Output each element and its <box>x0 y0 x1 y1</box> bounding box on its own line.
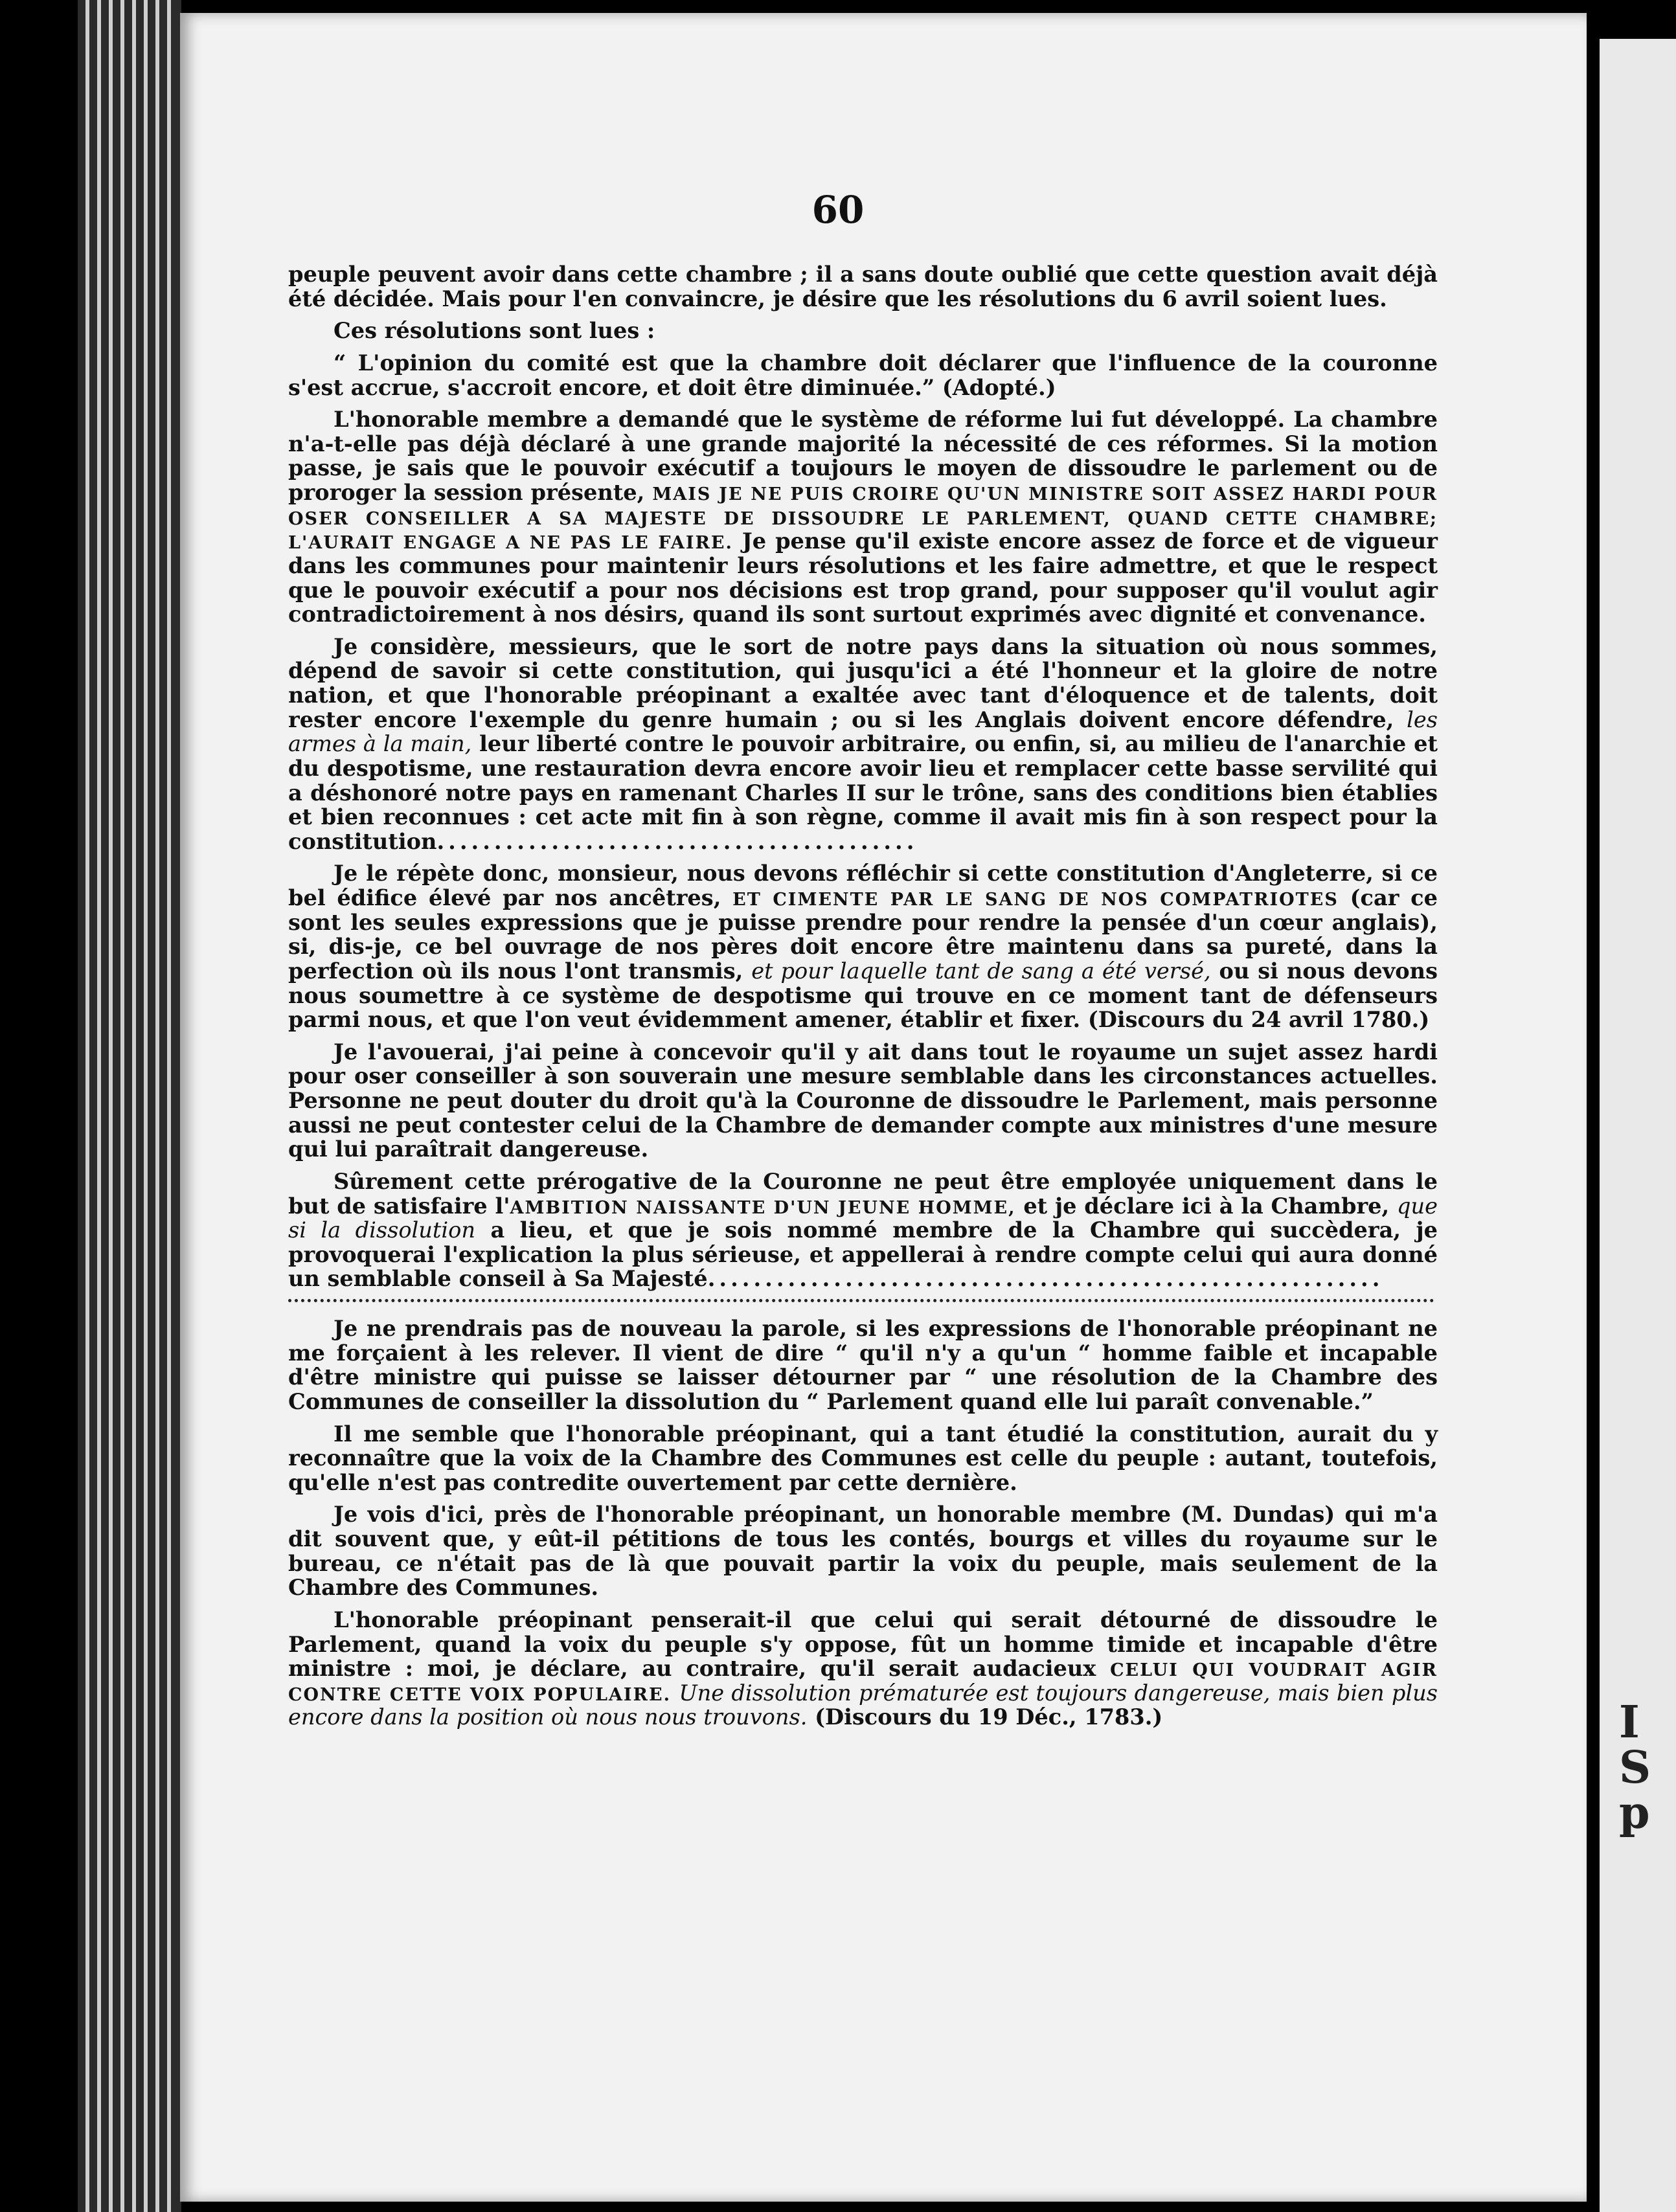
adjacent-page-fragment: I S p <box>1600 39 1676 2212</box>
paragraph <box>288 1422 1438 1495</box>
quoted-resolution <box>288 351 1438 400</box>
text-run: a lieu, et que je sois nommé membre de la Chambre qui succèdera, je provoquerai l'explication la plus sérieuse, et appellerai à rendre compte celui qui aura donné un semblable conseil à Sa Majesté <box>288 1217 1438 1292</box>
text-run: Je considère, messieurs, que le sort de notre pays dans la situation où nous sommes, dépend de savoir si cette constitution, qui jusqu'ici a été l'honneur et la gloire de notre nation, et que l'honorable préopinant a exaltée avec tant d'éloquence et de talents, doit rester encore l'exemple du genre humain ; ou si les Anglais doivent encore défendre, <box>288 633 1438 732</box>
paragraph <box>288 1040 1438 1162</box>
text-run: Il me semble que l'honorable préopinant, qui a tant étudié la constitution, aurait du y reconnaître que la voix de la Chambre des Communes est celle du peuple : autant, toutefois, qu'elle n'est pas contredite ouvertement par cette dernière. <box>288 1420 1438 1495</box>
leader-dots: ........................................................... <box>707 1265 1384 1292</box>
page-number: 60 <box>811 188 865 232</box>
paragraph <box>288 1502 1438 1600</box>
small-caps-text: AMBITION NAISSANTE D'UN JEUNE HOMME, <box>510 1197 1016 1218</box>
small-caps-text: MAIS JE NE PUIS CROIRE QU'UN MINISTRE SOIT ASSEZ HARDI POUR OSER CONSEILLER A SA MAJESTE DE DISSOUDRE LE PARLEMENT, QUAND CETTE CHAMBRE; L'AURAIT ENGAGE A NE PAS LE FAIRE. <box>288 484 1438 554</box>
paragraph <box>288 635 1438 854</box>
italic-text: Une dissolution prématurée est toujours dangereuse, mais bien plus encore dans la position où nous nous trouvons. <box>288 1680 1438 1730</box>
italic-text: et pour laquelle tant de sang a été versé, <box>751 958 1211 984</box>
paragraph <box>288 1169 1438 1291</box>
text-run: et je déclare ici à la Chambre, <box>1015 1192 1397 1219</box>
text-run: Je le répète donc, monsieur, nous devons réfléchir si cette constitution d'Angleterre, si ce bel édifice élevé par nos ancêtres, <box>288 860 1438 910</box>
paragraph <box>288 407 1438 627</box>
text-run: Je pense qu'il existe encore assez de force et de vigueur dans les communes pour maintenir leurs résolutions et les faire admettre, et que le respect que le pouvoir exécutif a pour nos décisions est trop grand, pour supposer qu'il voulut agir contradictoirement à nos désirs, quand ils sont surtout exprimés avec dignité et convenance. <box>288 528 1438 627</box>
text-run: Sûrement cette prérogative de la Couronne ne peut être employée uniquement dans le but de satisfaire l' <box>288 1168 1438 1219</box>
text-run: “ L'opinion du comité est que la chambre doit déclarer que l'influence de la couronne s'est accrue, s'accroit encore, et doit être diminuée.” (Adopté.) <box>288 349 1438 400</box>
text-run: Je ne prendrais pas de nouveau la parole, si les expressions de l'honorable préopinant ne me forçaient à les relever. Il vient de dire “ qu'il n'y a qu'un “ homme faible et incapable d'être ministre qui puisse se laisser détourner par “ une résolution de la Chambre des Communes de conseiller la dissolution du “ Parlement quand elle lui paraît convenable.” <box>288 1315 1438 1414</box>
text-run: Ces résolutions sont lues : <box>334 317 655 344</box>
text-run: (Discours du 19 Déc., 1783.) <box>807 1704 1163 1730</box>
text-run: (car ce sont les seules expressions que je puisse prendre pour rendre la pensée d'un cœur anglais), si, dis-je, ce bel ouvrage de nos pères doit encore être maintenu dans sa pureté, dans la perfection où ils nous l'ont transmis, <box>288 885 1438 984</box>
paragraph <box>288 319 1438 343</box>
text-run: ou si nous devons nous soumettre à ce système de despotisme qui trouve en ce moment tant de défenseurs parmi nous, et que l'on veut évidemment amener, établir et fixer. (Discours du 24 avril 1780.) <box>288 957 1438 1033</box>
italic-text: les armes à la main, <box>288 706 1438 757</box>
paragraph <box>288 1608 1438 1730</box>
text-run <box>671 1680 679 1706</box>
text-run: leur liberté contre le pouvoir arbitraire, ou enfin, si, au milieu de l'anarchie et du despotisme, une restauration devra encore avoir lieu et remplacer cette basse servilité qui a déshonoré notre pays en ramenant Charles II sur le trône, sans des conditions bien établies et bien reconnues : cet acte mit fin à son règne, comme il avait mis fin à son respect pour la constitution <box>288 730 1438 854</box>
italic-text: que si la dissolution <box>288 1193 1438 1243</box>
text-run: L'honorable préopinant penserait-il que celui qui serait détourné de dissoudre le Parlement, quand la voix du peuple s'y oppose, fût un homme timide et incapable d'être ministre : moi, je déclare, au contraire, qu'il serait audacieux <box>288 1606 1438 1682</box>
small-caps-text: CELUI QUI VOUDRAIT AGIR CONTRE CETTE VOIX POPULAIRE. <box>288 1660 1438 1705</box>
text-run: Je l'avouerai, j'ai peine à concevoir qu'il y ait dans tout le royaume un sujet assez hardi pour oser conseiller à son souverain une mesure semblable dans les circonstances actuelles. Personne ne peut douter du droit qu'à la Couronne de dissoudre le Parlement, mais personne aussi ne peut contester celui de la Chambre de demander compte aux ministres d'une mesure qui lui paraîtrait dangereuse. <box>288 1038 1438 1162</box>
dotted-separator <box>288 1299 1434 1302</box>
book-page-edges <box>78 0 181 2212</box>
text-run: Je vois d'ici, près de l'honorable préopinant, un honorable membre (M. Dundas) qui m'a dit souvent que, y eût-il pétitions de tous les contés, bourgs et villes du royaume sur le bureau, ce n'était pas de là que pouvait partir la voix du peuple, mais seulement de la Chambre des Communes. <box>288 1501 1438 1601</box>
paragraph <box>288 861 1438 1032</box>
paragraph <box>288 262 1438 311</box>
small-caps-text: ET CIMENTE PAR LE SANG DE NOS COMPATRIOTES <box>732 890 1339 910</box>
text-run: L'honorable membre a demandé que le système de réforme lui fut développé. La chambre n'a-t-elle pas déjà déclaré à une grande majorité la nécessité de ces réformes. Si la motion passe, je sais que le pouvoir exécutif a toujours le moyen de dissoudre le parlement ou de proroger la session présente, <box>288 406 1438 505</box>
text-run: peuple peuvent avoir dans cette chambre ; il a sans doute oublié que cette question avait déjà été décidée. Mais pour l'en convaincre, je désire que les résolutions du 6 avril soient lues. <box>288 261 1438 311</box>
leader-dots: .......................................... <box>436 828 918 854</box>
page-body-text <box>288 262 1438 1737</box>
paragraph <box>288 1316 1438 1414</box>
